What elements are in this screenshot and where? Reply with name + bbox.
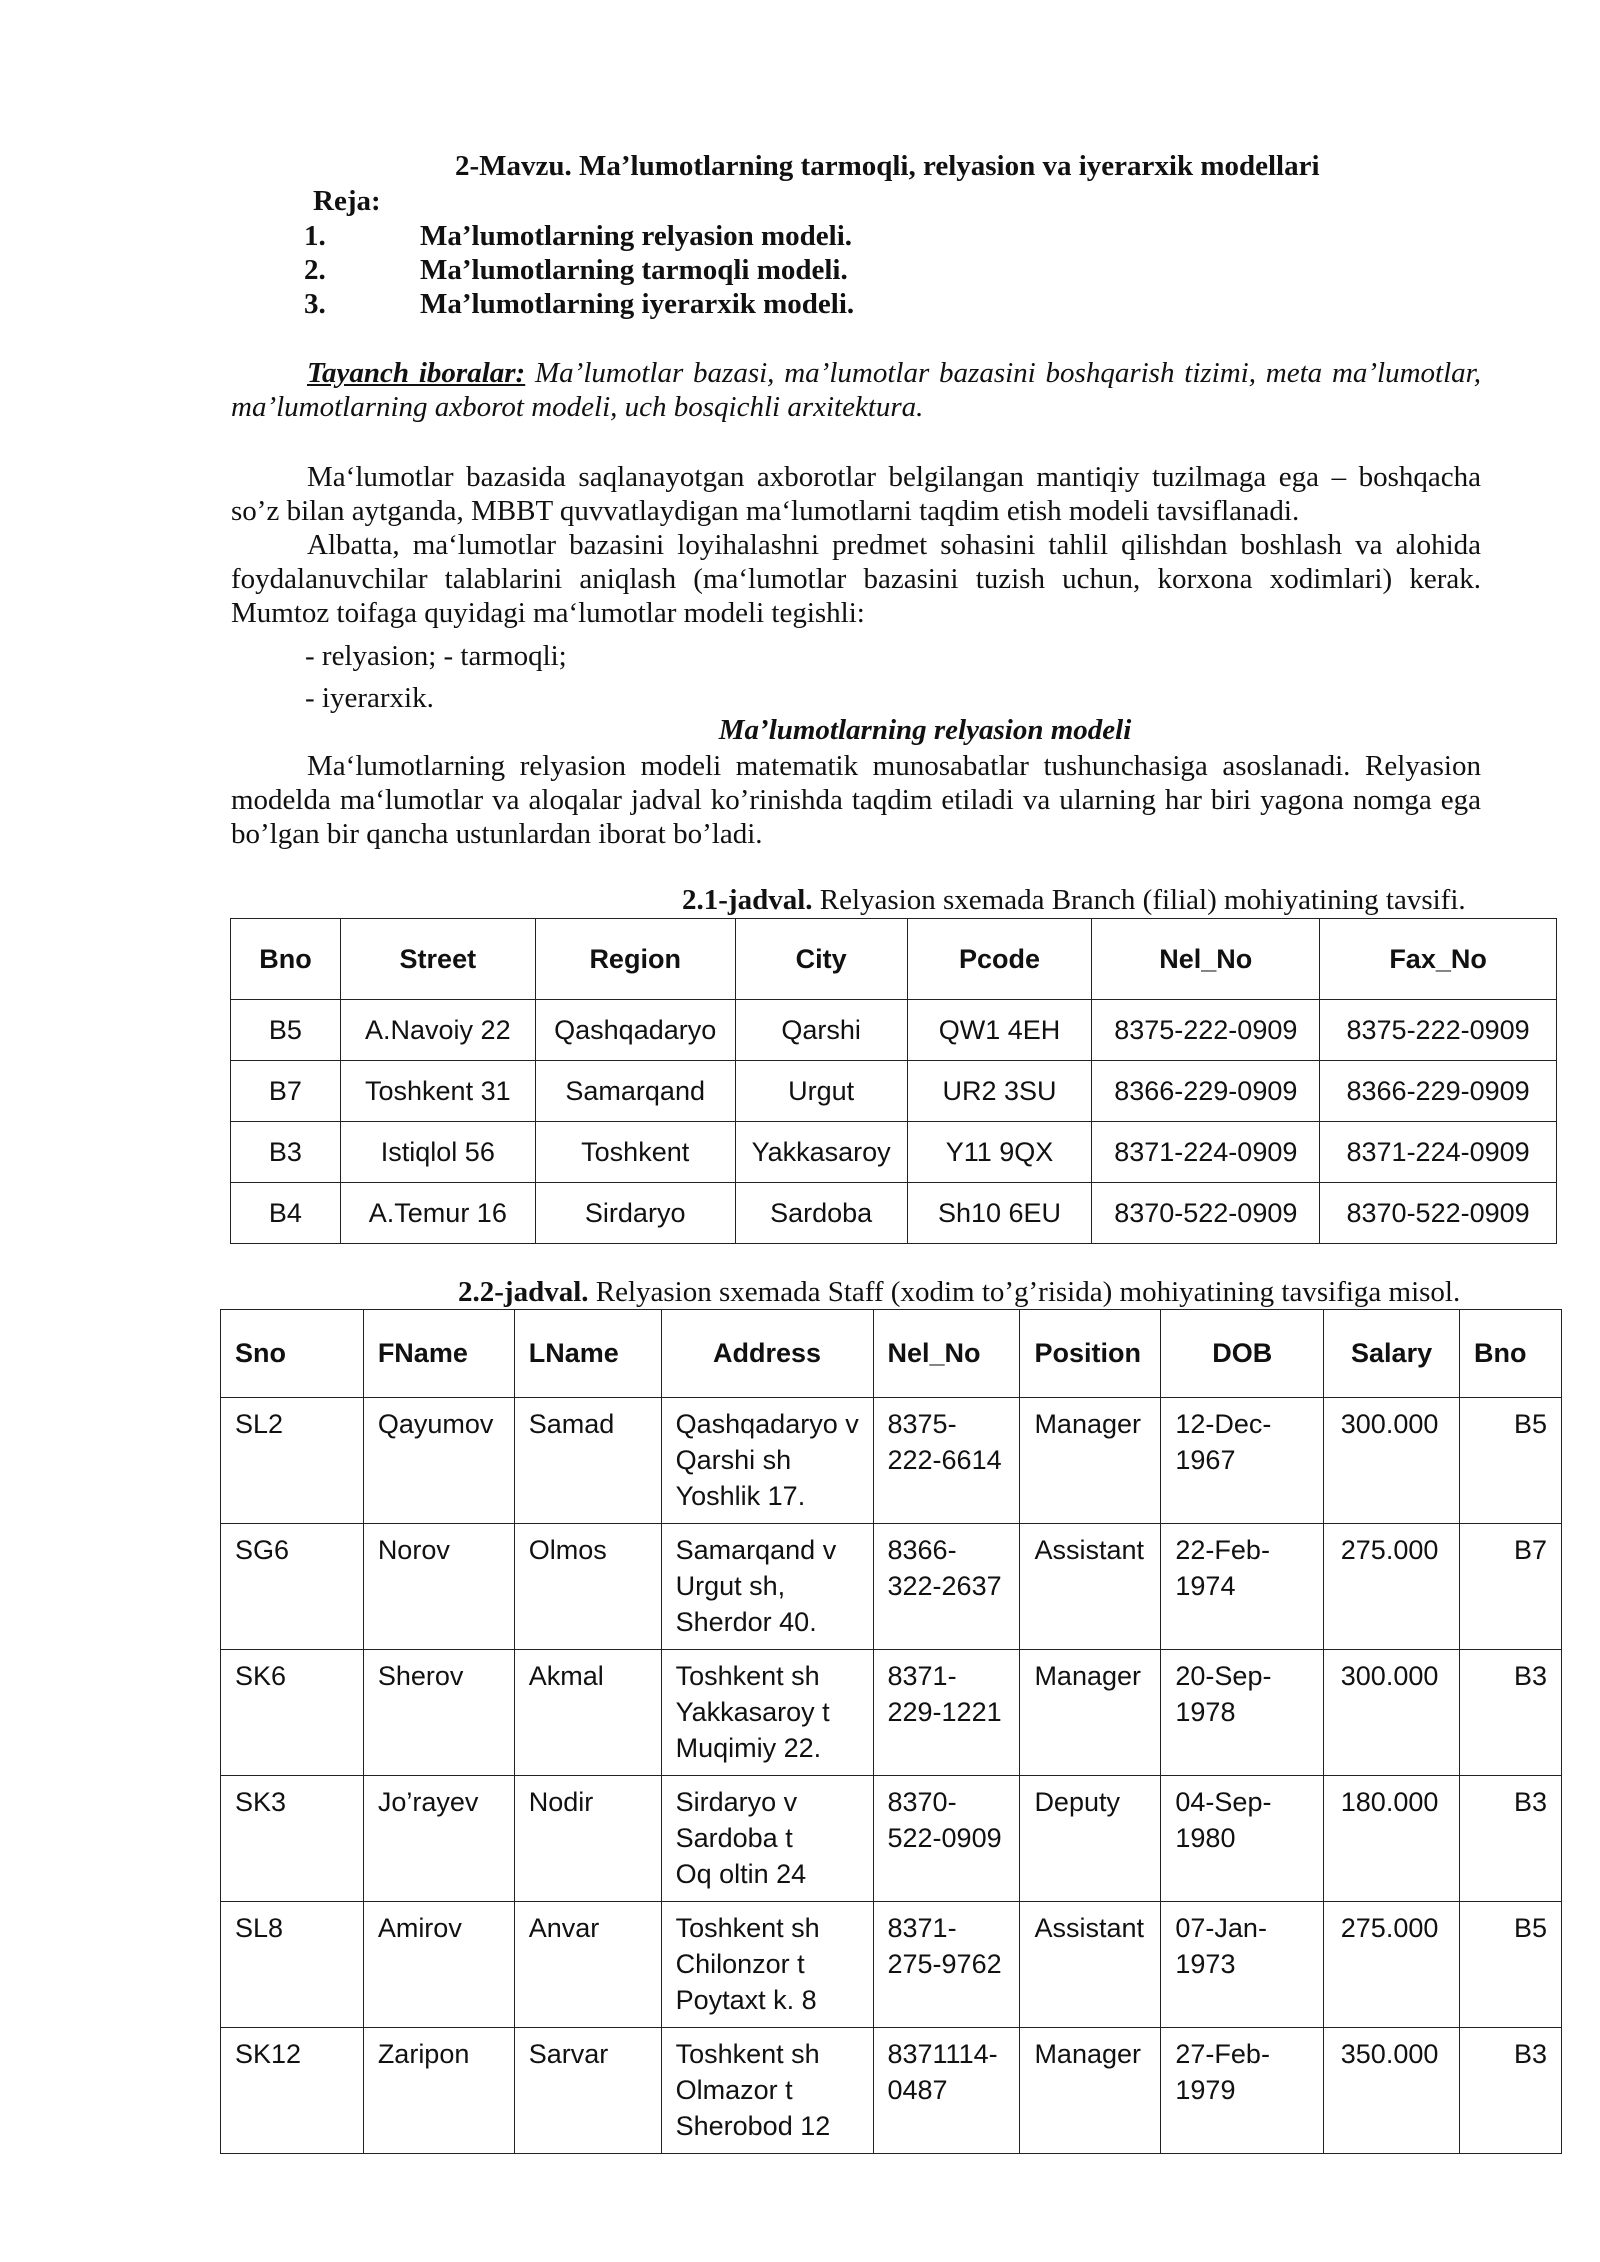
table-cell [1161,1776,1324,1902]
table-cell: SG6 [221,1524,364,1650]
table-cell [873,1650,1020,1776]
table-header-row [221,1310,1562,1398]
cell-line: 8371114- [887,2039,998,2069]
table-row [221,1524,1562,1650]
table-cell: 8366-229-0909 [1320,1061,1557,1122]
table-cell: Manager [1020,1398,1161,1524]
table-cell [661,1776,873,1902]
cell-line: 1978 [1175,1697,1236,1727]
table-header-row [231,919,1557,1000]
table-cell: 300.000 [1324,1650,1460,1776]
table-cell: SK6 [221,1650,364,1776]
staff-table [220,1309,1562,2154]
table-cell: B4 [231,1183,341,1244]
table-cell: Assistant [1020,1524,1161,1650]
table-cell: A.Temur 16 [340,1183,535,1244]
cell-line: Toshkent sh [675,1913,820,1943]
keywords-paragraph [231,356,1481,424]
table-row [231,1061,1557,1122]
column-header: DOB [1161,1310,1324,1398]
cell-line: 1980 [1175,1823,1236,1853]
column-header: Position [1020,1310,1161,1398]
table-cell [873,1902,1020,2028]
cell-line: 20-Sep- [1175,1661,1272,1691]
table-cell: Sarvar [514,2028,661,2154]
table-cell: Amirov [363,1902,514,2028]
cell-line: Sherdor 40. [675,1607,817,1637]
plan-heading: Reja: [313,185,381,217]
column-header: Street [340,919,535,1000]
table-row [221,1776,1562,1902]
table2-caption-text: Relyasion sxemada Staff (xodim to’g’risida) mohiyatining tavsifiga misol. [588,1276,1461,1308]
table-cell: 8370-522-0909 [1320,1183,1557,1244]
column-header: Salary [1324,1310,1460,1398]
cell-line: Poytaxt k. 8 [675,1985,817,2015]
table-cell: Olmos [514,1524,661,1650]
table1-caption-number: 2.1-jadval. [682,884,813,916]
table-cell [661,1902,873,2028]
body-paragraph: Albatta, ma‘lumotlar bazasini loyihalashni predmet sohasini tahlil qilishdan boshlash va alohida foydalanuvchilar talablarini aniqlash (ma‘lumotlar bazasini tuzish uchun, korxona xodimlari) kerak. Mumtoz toifaga quyidagi ma‘lumotlar modeli tegishli: [231,529,1481,629]
cell-line: 1973 [1175,1949,1236,1979]
table-cell [661,1398,873,1524]
table-cell: Yakkasaroy [735,1122,907,1183]
table-cell: 8375-222-0909 [1092,1000,1320,1061]
table-cell [661,1650,873,1776]
cell-line: Sherobod 12 [675,2111,831,2141]
plan-item [304,288,854,321]
table-cell: 300.000 [1324,1398,1460,1524]
table-row [231,1122,1557,1183]
cell-line: Yoshlik 17. [675,1481,806,1511]
section-title [0,714,1600,747]
table-cell: Jo’rayev [363,1776,514,1902]
table-cell: 8375-222-0909 [1320,1000,1557,1061]
plan-item-text: Ma’lumotlarning tarmoqli modeli. [420,254,848,286]
cell-line: Chilonzor t [675,1949,805,1979]
table-cell: 275.000 [1324,1524,1460,1650]
column-header: Nel_No [1092,919,1320,1000]
table-cell [873,2028,1020,2154]
table-cell: B3 [231,1122,341,1183]
table-cell: Istiqlol 56 [340,1122,535,1183]
plan-item-text: Ma’lumotlarning relyasion modeli. [420,220,853,252]
table-cell: UR2 3SU [907,1061,1092,1122]
cell-line: 07-Jan- [1175,1913,1267,1943]
table-cell: Y11 9QX [907,1122,1092,1183]
table-cell: 275.000 [1324,1902,1460,2028]
table-cell: B3 [1460,1776,1562,1902]
body-paragraph: Ma‘lumotlar bazasida saqlanayotgan axborotlar belgilangan mantiqiy tuzilmaga ega – boshqacha so’z bilan aytganda, MBBT quvvatlaydigan ma‘lumotlarni taqdim etish modeli tavsiflanadi. [231,461,1481,527]
staff-table-body [221,1398,1562,2154]
table-cell: 8371-224-0909 [1092,1122,1320,1183]
cell-line: 322-2637 [887,1571,1002,1601]
cell-line: 8371- [887,1661,957,1691]
table-cell: B7 [1460,1524,1562,1650]
table-row [231,1000,1557,1061]
plan-item-number: 3. [304,288,326,320]
table-cell: Toshkent [535,1122,735,1183]
table2-caption-number: 2.2-jadval. [458,1276,589,1308]
cell-line: 1974 [1175,1571,1236,1601]
cell-line: Sardoba t [675,1823,793,1853]
table-cell: Toshkent 31 [340,1061,535,1122]
plan-item-number: 1. [304,220,326,252]
table-cell: QW1 4EH [907,1000,1092,1061]
table-row [221,1650,1562,1776]
plan-item [304,254,848,287]
table-cell: Qashqadaryo [535,1000,735,1061]
list-item: - relyasion; - tarmoqli; [305,640,567,672]
table-cell: 8371-224-0909 [1320,1122,1557,1183]
table-cell: B3 [1460,2028,1562,2154]
table-cell [873,1776,1020,1902]
table-cell: Zaripon [363,2028,514,2154]
table-cell: Sardoba [735,1183,907,1244]
page-title: 2-Mavzu. Ma’lumotlarning tarmoqli, relyasion va iyerarxik modellari [455,150,1320,182]
branch-table [230,918,1557,1244]
list-item: - iyerarxik. [305,682,434,714]
table-cell: Assistant [1020,1902,1161,2028]
table-cell: Urgut [735,1061,907,1122]
column-header: Region [535,919,735,1000]
table-cell: SL2 [221,1398,364,1524]
table-cell: Samad [514,1398,661,1524]
table-cell: Manager [1020,1650,1161,1776]
table-cell [661,2028,873,2154]
table-cell: Nodir [514,1776,661,1902]
table-cell: SL8 [221,1902,364,2028]
keywords-label: Tayanch iboralar: [307,357,526,389]
plan-item-number: 2. [304,254,326,286]
column-header: Bno [231,919,341,1000]
cell-line: Sirdaryo v [675,1787,798,1817]
table-cell: Deputy [1020,1776,1161,1902]
table-cell: Norov [363,1524,514,1650]
cell-line: 27-Feb- [1175,2039,1270,2069]
table-cell [661,1524,873,1650]
keywords-text: Ma’lumotlar bazasi, ma’lumotlar bazasini boshqarish tizimi, meta ma’lumotlar, ma’lumotlarning axborot modeli, uch bosqichli arxitektura. [231,357,1481,423]
cell-line: 222-6614 [887,1445,1002,1475]
table-cell: Akmal [514,1650,661,1776]
column-header: Nel_No [873,1310,1020,1398]
table-cell: 180.000 [1324,1776,1460,1902]
cell-line: 1979 [1175,2075,1236,2105]
cell-line: 8370- [887,1787,957,1817]
cell-line: 1967 [1175,1445,1236,1475]
cell-line: Qarshi sh [675,1445,792,1475]
table-row [221,1398,1562,1524]
cell-line: 522-0909 [887,1823,1002,1853]
table-cell [873,1524,1020,1650]
column-header: City [735,919,907,1000]
cell-line: 8366- [887,1535,957,1565]
cell-line: 22-Feb- [1175,1535,1270,1565]
cell-line: 12-Dec- [1175,1409,1272,1439]
cell-line: Urgut sh, [675,1571,786,1601]
table-cell [873,1398,1020,1524]
table-cell [1161,1650,1324,1776]
table-cell [1161,1524,1324,1650]
table-row [221,2028,1562,2154]
cell-line: 8375- [887,1409,957,1439]
cell-line: Olmazor t [675,2075,793,2105]
table1-caption-text: Relyasion sxemada Branch (filial) mohiyatining tavsifi. [812,884,1466,916]
column-header: Address [661,1310,873,1398]
cell-line: Samarqand v [675,1535,837,1565]
column-header: Fax_No [1320,919,1557,1000]
section-paragraph: Ma‘lumotlarning relyasion modeli matematik munosabatlar tushunchasiga asoslanadi. Relyasion modelda ma‘lumotlar va aloqalar jadval ko’rinishda taqdim etiladi va ularning har biri yagona nomga ega bo’lgan bir qancha ustunlardan iborat bo’ladi. [231,750,1481,850]
table-cell: 350.000 [1324,2028,1460,2154]
table-cell: Samarqand [535,1061,735,1122]
table-cell: SK12 [221,2028,364,2154]
section-title-text: Ma’lumotlarning relyasion modeli [718,714,1132,746]
cell-line: Qashqadaryo v [675,1409,859,1439]
table-row [231,1183,1557,1244]
table2-caption [458,1276,1460,1309]
column-header: Bno [1460,1310,1562,1398]
cell-line: Muqimiy 22. [675,1733,822,1763]
cell-line: 229-1221 [887,1697,1002,1727]
table-cell: SK3 [221,1776,364,1902]
table-cell: B3 [1460,1650,1562,1776]
table-cell: Anvar [514,1902,661,2028]
table-cell [1161,2028,1324,2154]
column-header: LName [514,1310,661,1398]
cell-line: Oq oltin 24 [675,1859,807,1889]
table-cell: B5 [231,1000,341,1061]
cell-line: Toshkent sh [675,2039,820,2069]
table-cell: B5 [1460,1398,1562,1524]
cell-line: 275-9762 [887,1949,1002,1979]
cell-line: 0487 [887,2075,948,2105]
table-cell: B7 [231,1061,341,1122]
table-cell [1161,1902,1324,2028]
column-header: Pcode [907,919,1092,1000]
table-cell: A.Navoiy 22 [340,1000,535,1061]
table-cell: Qayumov [363,1398,514,1524]
table-cell: Qarshi [735,1000,907,1061]
table-cell: Sherov [363,1650,514,1776]
table-row [221,1902,1562,2028]
table-cell: Sh10 6EU [907,1183,1092,1244]
plan-item-text: Ma’lumotlarning iyerarxik modeli. [420,288,855,320]
table-cell [1161,1398,1324,1524]
cell-line: 04-Sep- [1175,1787,1272,1817]
table-cell: 8370-522-0909 [1092,1183,1320,1244]
plan-item [304,220,852,253]
table-cell: Manager [1020,2028,1161,2154]
table-cell: B5 [1460,1902,1562,2028]
table-cell: Sirdaryo [535,1183,735,1244]
table-cell: 8366-229-0909 [1092,1061,1320,1122]
cell-line: 8371- [887,1913,957,1943]
column-header: FName [363,1310,514,1398]
table1-caption [682,884,1466,917]
column-header: Sno [221,1310,364,1398]
cell-line: Yakkasaroy t [675,1697,830,1727]
cell-line: Toshkent sh [675,1661,820,1691]
